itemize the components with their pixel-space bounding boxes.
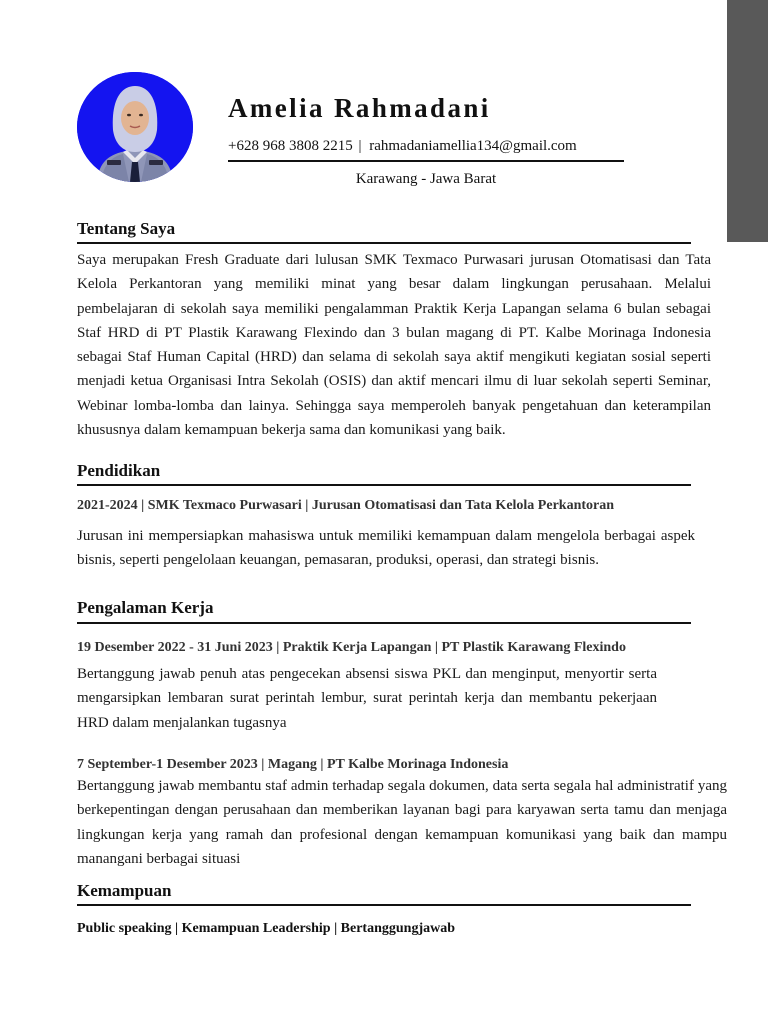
profile-photo bbox=[77, 72, 193, 182]
email-address: rahmadaniamellia134@gmail.com bbox=[369, 138, 577, 154]
section-divider-experience bbox=[77, 622, 691, 624]
section-title-education: Pendidikan bbox=[77, 461, 161, 480]
skills-list: Public speaking | Kemampuan Leadership | Bertanggungjawab bbox=[77, 921, 455, 936]
section-divider-skills bbox=[77, 904, 691, 906]
experience-heading-2: 7 September-1 Desember 2023 | Magang | PT Kalbe Morinaga Indonesia bbox=[77, 757, 509, 772]
experience-paragraph-1: Bertanggung jawab penuh atas pengecekan absensi siswa PKL dan menginput, menyortir serta mengarsipkan lembaran surat perintah lembur, surat perintah kerja dan membantu pekerjaan HRD dalam menjalankan tugasnya bbox=[77, 666, 657, 731]
contact-separator: | bbox=[358, 138, 362, 154]
section-divider-about bbox=[77, 242, 691, 244]
experience-heading-1: 19 Desember 2022 - 31 Juni 2023 | Praktik Kerja Lapangan | PT Plastik Karawang Flexindo bbox=[77, 640, 626, 655]
phone-number: +628 968 3808 2215 bbox=[228, 138, 353, 154]
location-text: Karawang - Jawa Barat bbox=[355, 171, 497, 187]
experience-paragraph-2: Bertanggung jawab membantu staf admin terhadap segala dokumen, data serta segala hal administratif yang berkepentingan dengan perusahaan dan memberikan layanan bagi para karyawan serta tamu dan menjaga lingkungan kerja yang ramah dan profesional dengan kemampuan komunikasi yang baik dan mampu manangani berbagai situasi bbox=[77, 778, 727, 867]
side-decoration-bar bbox=[727, 0, 768, 242]
contact-divider bbox=[228, 160, 624, 162]
education-heading: 2021-2024 | SMK Texmaco Purwasari | Jurusan Otomatisasi dan Tata Kelola Perkantoran bbox=[77, 498, 615, 513]
education-paragraph: Jurusan ini mempersiapkan mahasiswa untuk memiliki kemampuan dalam mengelola berbagai aspek bisnis, seperti pengelolaan keuangan, pemasaran, produksi, operasi, dan strategi bisnis. bbox=[77, 528, 695, 569]
about-paragraph: Saya merupakan Fresh Graduate dari lulusan SMK Texmaco Purwasari jurusan Otomatisasi dan Tata Kelola Perkantoran yang memiliki minat yang besar dalam lingkungan perusahaan. Melalui pembelajaran di sekolah saya memiliki pengalamman Praktik Kerja Lapangan selama 6 bulan sebagai Staf HRD di PT Plastik Karawang Flexindo dan 3 bulan magang di PT. Kalbe Morinaga Indonesia sebagai Staf Human Capital (HRD) dan selama di sekolah saya aktif mengikuti kegiatan sosial seperti menjadi ketua Organisasi Intra Sekolah (OSIS) dan aktif mencari ilmu di luar sekolah seperti Seminar, Webinar lomba-lomba dan lainya. Sehingga saya memperoleh banyak pengetahuan dan keterampilan khususnya dalam kemampuan bekerja sama dan komunikasi yang baik. bbox=[77, 252, 711, 439]
candidate-name: Amelia Rahmadani bbox=[228, 93, 491, 123]
section-title-about: Tentang Saya bbox=[77, 219, 176, 238]
section-title-skills: Kemampuan bbox=[77, 881, 172, 900]
section-title-experience: Pengalaman Kerja bbox=[77, 598, 214, 617]
contact-line bbox=[228, 138, 577, 155]
section-divider-education bbox=[77, 484, 691, 486]
